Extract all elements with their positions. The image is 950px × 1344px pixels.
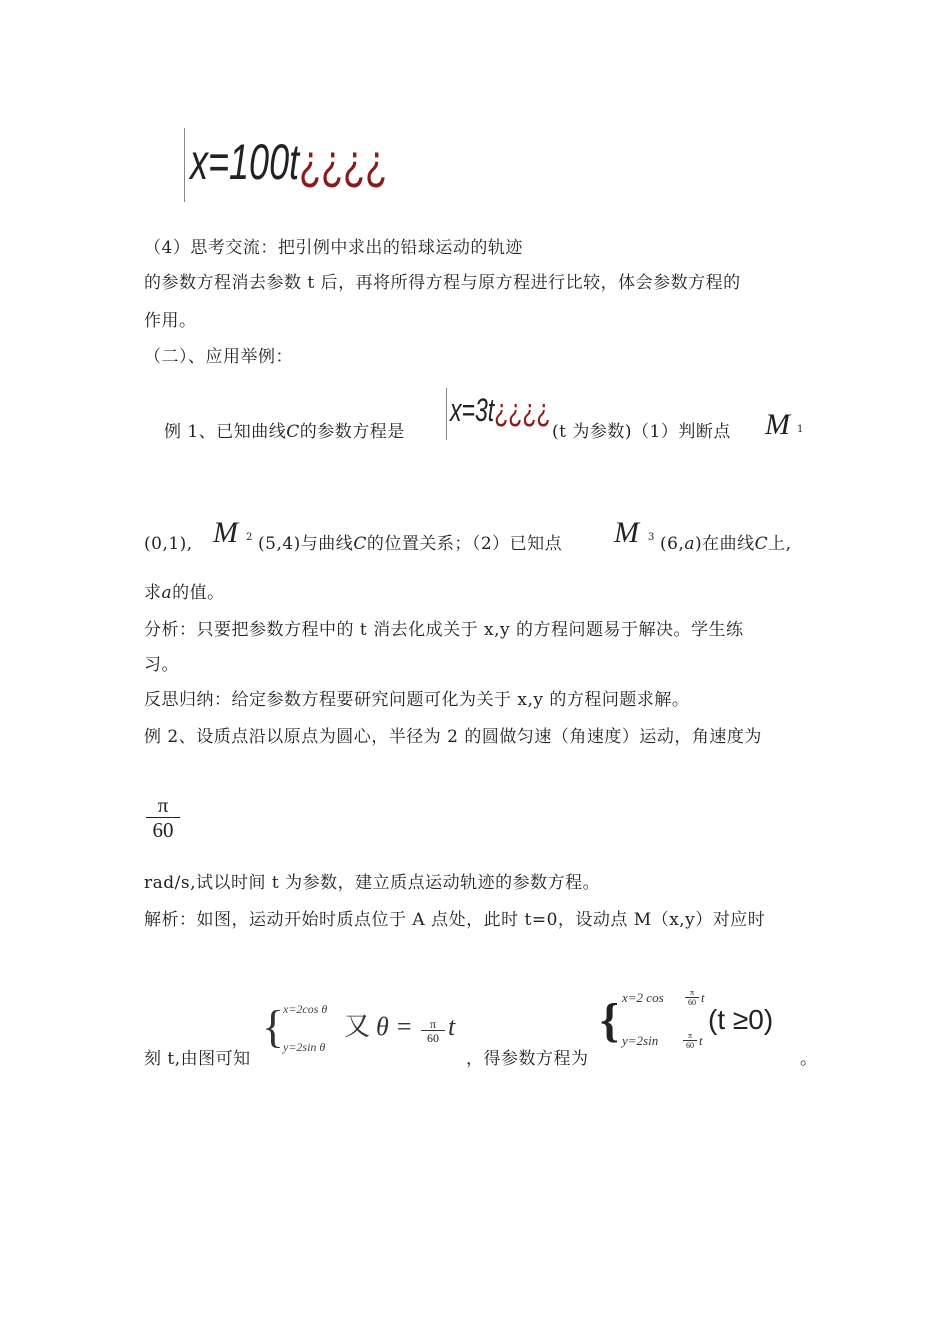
example1-line3 [144,582,225,604]
m3-coords: (6, [660,534,685,554]
point-m3-letter: M [614,516,639,549]
reflection: 反思归纳：给定参数方程要研究问题可化为关于 x,y 的方程问题求解。 [144,690,690,710]
example1-prefix-text: 例 1、已知曲线 [164,422,287,442]
theta-eq: θ = [376,1012,413,1041]
system2-top-frac [685,989,699,1007]
omega-fraction [146,794,180,841]
system2-condition: (t ≥0) [708,1004,774,1035]
solution-line1: 解析：如图，运动开始时质点位于 A 点处，此时 t=0，设动点 M（x,y）对应时 [144,910,766,930]
analysis-line1: 分析：只要把参数方程中的 t 消去化成关于 x,y 的方程问题易于解决。学生练 [144,620,744,640]
system2-bot: y=2sin [622,1033,659,1048]
para-4-line1: （4）思考交流：把引例中求出的铅球运动的轨迹 [144,238,523,258]
formula-top-var: t [289,134,300,190]
var-a: a [684,534,695,554]
omega-den: 60 [152,818,174,842]
on-text: 上, [768,534,792,554]
example1-prefix [164,421,405,443]
point-m3 [614,516,639,550]
line3-start: 求 [144,583,162,603]
system2-top-t: t [701,990,705,1005]
example1-formula-lhs: x=3 [450,392,488,428]
m3-close: )在曲线 [695,534,755,554]
point-m2 [213,516,238,550]
system2-bot-frac [683,1032,697,1050]
system2-top: x=2 cos [622,990,664,1005]
theta-frac-num: π [429,1017,437,1031]
example1-formula [450,392,550,428]
theta-fraction [421,1018,445,1045]
point-m1-letter: M [765,408,790,441]
system2-bot-frac-den: 60 [686,1041,694,1050]
solution-end: 。 [800,1049,818,1069]
point-m1 [765,408,790,442]
theta-frac-den: 60 [427,1031,439,1045]
rel-text: 的位置关系；（2）已知点 [366,534,563,554]
system2-top-frac-den: 60 [688,998,696,1007]
system1-bot: y=2sin θ [283,1040,326,1054]
example1-line2-mid [258,533,562,555]
theta-t: t [448,1012,456,1041]
point-m1-sub: 1 [797,424,804,435]
point-m2-sub: 2 [246,532,253,543]
var-a-2: a [161,583,173,603]
para-4-line2: 的参数方程消去参数 t 后，再将所得方程与原方程进行比较，体会参数方程的 [144,273,741,293]
example1-mid-text: 的参数方程是 [299,422,405,442]
example1-line2-start: (0,1), [144,534,193,554]
example1-formula-garble: ¿¿¿¿ [494,392,551,428]
solution-line2-start: 刻 t,由图可知 [144,1049,251,1069]
m2-rest: (5,4)与曲线 [258,534,354,554]
analysis-line2: 习。 [144,655,179,675]
formula-top [190,134,387,190]
you-text: 又 [344,1012,371,1042]
curve-c-3: C [754,534,769,554]
system1-brace: { [262,1001,285,1052]
para-4-line3: 作用。 [144,311,197,331]
formula-top-garble: ¿¿¿¿ [299,134,388,190]
point-m3-sub: 3 [648,532,655,543]
solution-mid: ，得参数方程为 [466,1049,589,1069]
formula-brace [184,128,189,202]
formula-top-lhs: x=100 [190,134,290,190]
example1-formula-var: t [487,392,495,428]
example2-line2: rad/s,试以时间 t 为参数，建立质点运动轨迹的参数方程。 [144,873,601,893]
curve-c: C [286,422,300,442]
system2-bot-t: t [699,1033,703,1048]
example1-line2-end [660,533,792,555]
curve-c-2: C [353,534,367,554]
example2-line1: 例 2、设质点沿以原点为圆心，半径为 2 的圆做匀速（角速度）运动，角速度为 [144,727,762,747]
system2-bot-frac-num: π [687,1031,693,1040]
example1-param-note: (t 为参数)（1）判断点 [552,422,731,442]
section-title: （二）、应用举例： [144,347,293,367]
omega-num: π [157,793,169,817]
system2-brace: { [600,994,619,1047]
system2-top-frac-num: π [689,988,695,997]
system1-top: x=2cos θ [283,1002,328,1016]
point-m2-letter: M [213,516,238,549]
line3-end: 的值。 [172,583,225,603]
